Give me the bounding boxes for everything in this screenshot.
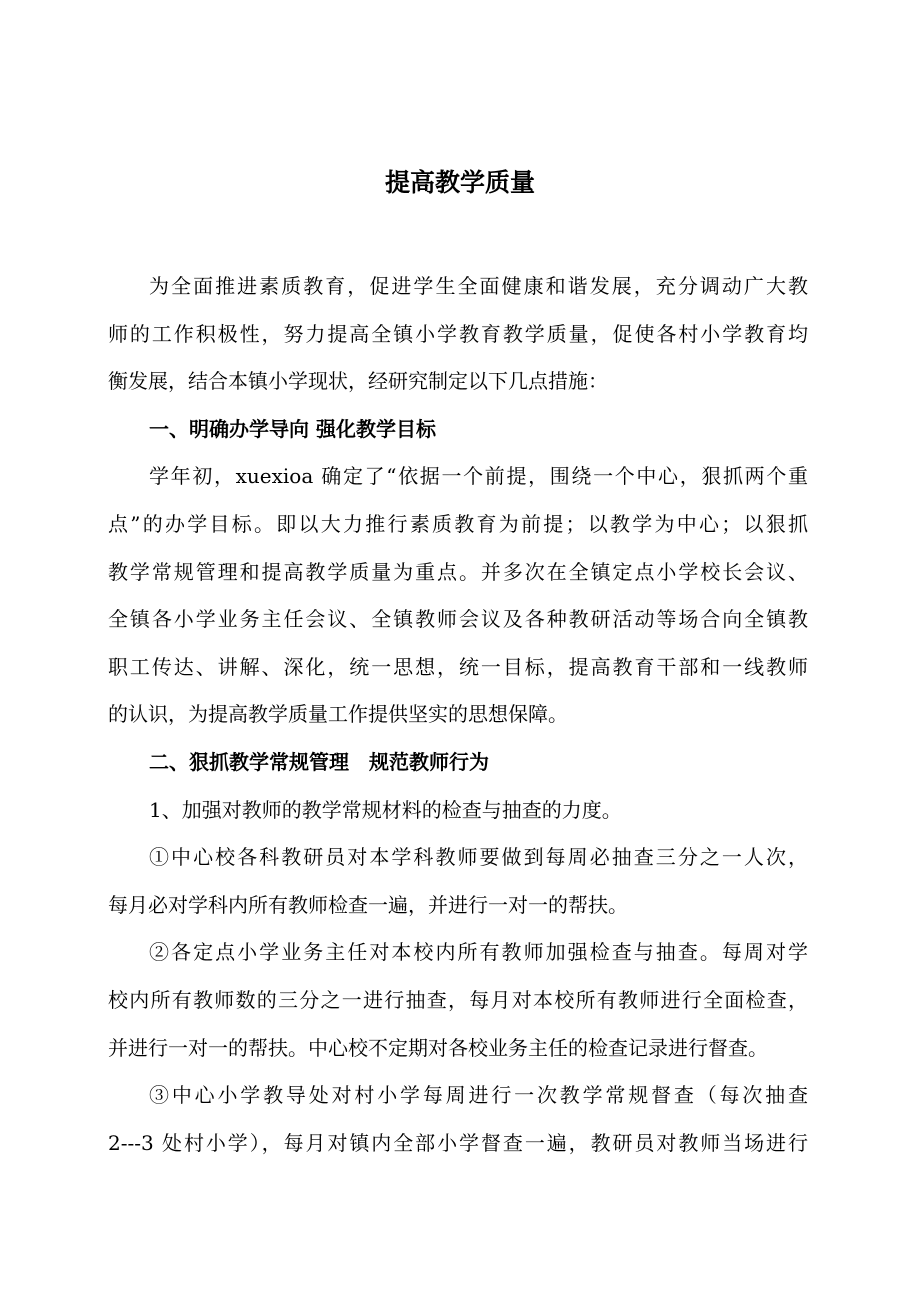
section1-paragraph	[108, 453, 808, 739]
section-heading-1: 一、明确办学导向 强化教学目标	[149, 416, 436, 441]
text-line: 并进行一对一的帮扶。中心校不定期对各校业务主任的检查记录进行督查。	[108, 1035, 768, 1060]
text-line: 为全面推进素质教育，促进学生全面健康和谐发展，充分调动广大教	[149, 274, 808, 298]
text-line: 每月必对学科内所有教师检查一遍，并进行一对一的帮扶。	[108, 892, 628, 917]
document-title: 提高教学质量	[384, 168, 535, 197]
sub-item-2	[108, 929, 808, 1072]
section-heading-2: 二、狠抓教学常规管理 规范教师行为	[149, 749, 489, 774]
text-line: 2---3 处村小学），每月对镇内全部小学督查一遍，教研员对教师当场进行	[108, 1130, 808, 1155]
text-line: ③中心小学教导处对村小学每周进行一次教学常规督查（每次抽查	[149, 1083, 808, 1108]
text-line: 职工传达、讲解、深化，统一思想，统一目标，提高教育干部和一线教师	[108, 654, 808, 679]
text-line: 师的工作积极性，努力提高全镇小学教育教学质量，促使各村小学教育均	[108, 321, 808, 346]
text-line: ②各定点小学业务主任对本校内所有教师加强检查与抽查。每周对学	[149, 940, 808, 965]
text-line: 全镇各小学业务主任会议、全镇教师会议及各种教研活动等场合向全镇教	[108, 607, 808, 632]
text-line: 校内所有教师数的三分之一进行抽查，每月对本校所有教师进行全面检查，	[108, 987, 808, 1012]
text-line: 教学常规管理和提高教学质量为重点。并多次在全镇定点小学校长会议、	[108, 559, 808, 584]
text-line: 学年初，xuexioa 确定了“依据一个前提，围绕一个中心，狠抓两个重	[149, 464, 808, 489]
sub-item-1	[108, 834, 808, 929]
document-body	[108, 263, 808, 1167]
list-item-1: 1、加强对教师的教学常规材料的检查与抽查的力度。	[149, 797, 622, 822]
intro-paragraph	[108, 263, 808, 406]
text-line: 点”的办学目标。即以大力推行素质教育为前提；以教学为中心；以狠抓	[108, 511, 808, 536]
text-line: 衡发展，结合本镇小学现状，经研究制定以下几点措施：	[108, 369, 608, 394]
text-line: 的认识，为提高教学质量工作提供坚实的思想保障。	[108, 702, 568, 727]
text-line: ①中心校各科教研员对本学科教师要做到每周必抽查三分之一人次，	[149, 845, 808, 870]
sub-item-3	[108, 1072, 808, 1167]
